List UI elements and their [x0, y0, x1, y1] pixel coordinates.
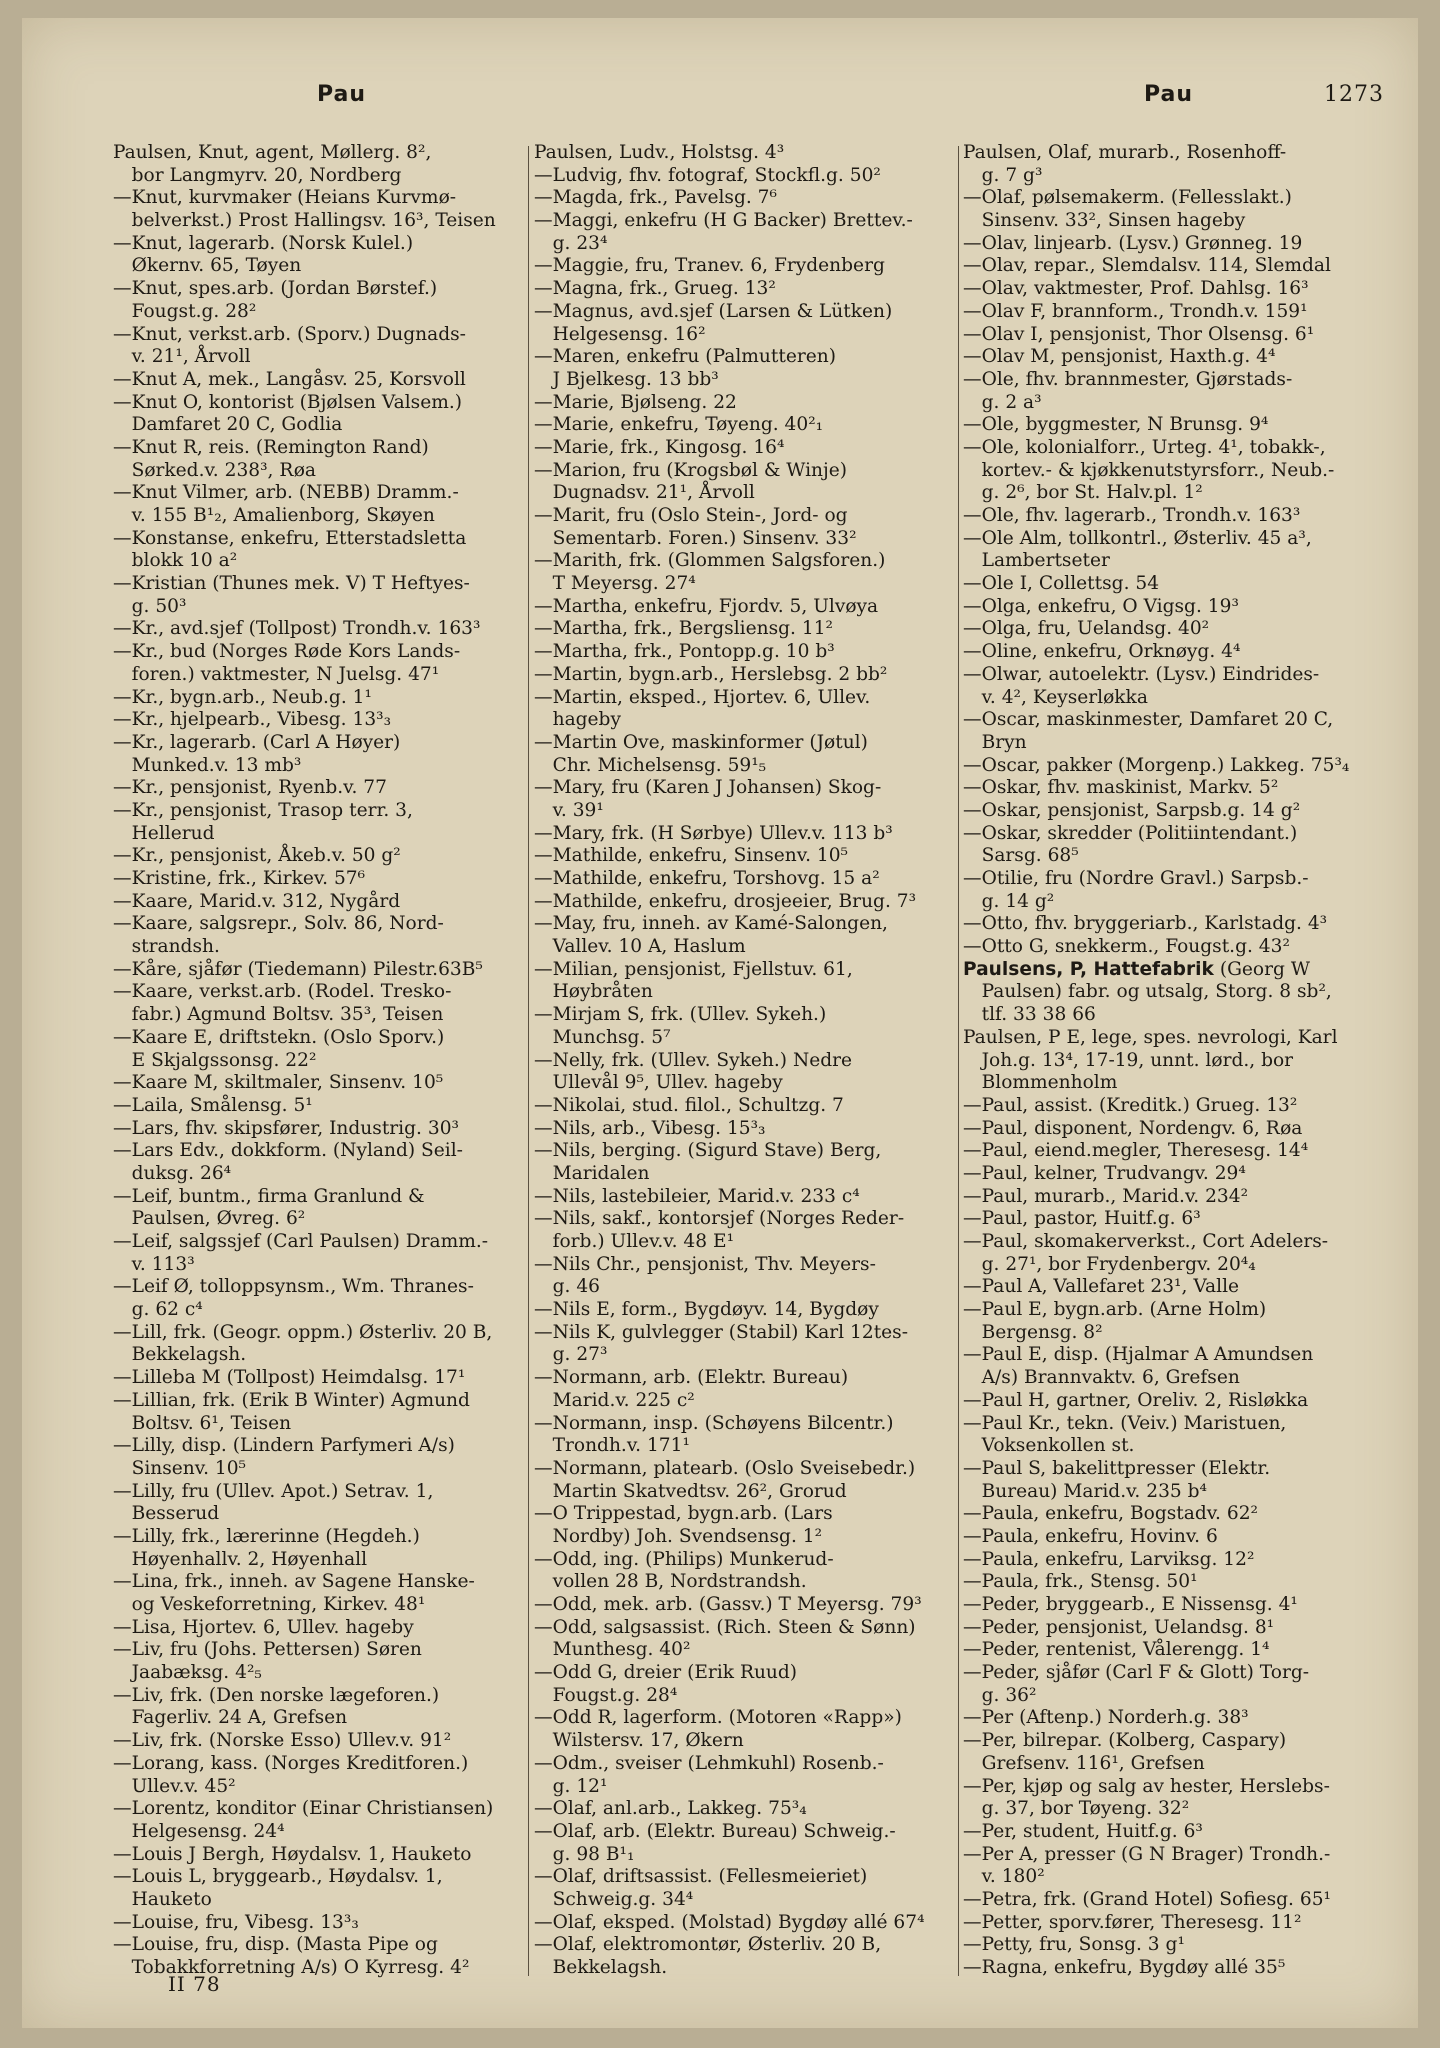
directory-entry-line: —Kr., pensjonist, Trasop terr. 3, [113, 799, 413, 821]
directory-entry-line: —Martin, bygn.arb., Herslebsg. 2 bb² [534, 663, 888, 685]
directory-entry-line: —Martha, enkefru, Fjordv. 5, Ulvøya [534, 595, 879, 617]
directory-entry-line: —Knut O, kontorist (Bjølsen Valsem.) [113, 391, 463, 413]
entry-continuation-line: Vallev. 10 A, Haslum [534, 936, 746, 958]
directory-page [22, 18, 1418, 2028]
directory-entry-line: —Kr., pensjonist, Åkeb.v. 50 g² [113, 845, 401, 867]
directory-entry-line: —Lilly, fru (Ullev. Apot.) Setrav. 1, [113, 1480, 434, 1502]
directory-entry-line: —Petra, frk. (Grand Hotel) Sofiesg. 65¹ [963, 1888, 1331, 1910]
directory-entry-line: —Per A, presser (G N Brager) Trondh.- [963, 1843, 1331, 1865]
page-number: 1273 [1324, 82, 1384, 107]
entry-continuation-line: v. 4², Keyserløkka [963, 686, 1148, 708]
entry-continuation-line: Jaabæksg. 4²₅ [113, 1662, 262, 1684]
page-footer: II 78 [168, 1972, 221, 1996]
running-header-right: Pau [1144, 82, 1194, 107]
directory-entry-line: —Marie, Bjølseng. 22 [534, 391, 737, 413]
directory-entry-line: —Olwar, autoelektr. (Lysv.) Eindrides- [963, 663, 1320, 685]
entry-continuation-line: strandsh. [113, 936, 220, 958]
entry-continuation-line: g. 98 B¹₁ [534, 1843, 635, 1865]
directory-entry-line: —Olav, linjearb. (Lysv.) Grønneg. 19 [963, 232, 1303, 254]
entry-continuation-line: foren.) vaktmester, N Juelsg. 47¹ [113, 663, 440, 685]
directory-entry-line: —Kr., lagerarb. (Carl A Høyer) [113, 731, 401, 753]
directory-entry-line: —Paul, disponent, Nordengv. 6, Røa [963, 1117, 1303, 1139]
entry-continuation-line: g. 36² [963, 1684, 1037, 1706]
directory-entry-line: —Kaare, Marid.v. 312, Nygård [113, 890, 401, 912]
directory-entry-line: —Maren, enkefru (Palmutteren) [534, 346, 836, 368]
entry-continuation-line: forb.) Ullev.v. 48 E¹ [534, 1231, 735, 1252]
directory-entry-line: —Olga, fru, Uelandsg. 40² [963, 618, 1210, 640]
directory-entry-line: —Paul Kr., tekn. (Veiv.) Maristuen, [963, 1412, 1287, 1434]
directory-entry-line: —Marie, frk., Kingosg. 16⁴ [534, 436, 785, 458]
directory-entry-line: —Magna, frk., Grueg. 13² [534, 278, 776, 300]
directory-entry-line: —Ole, kolonialforr., Urteg. 4¹, tobakk-, [963, 436, 1326, 458]
directory-entry-line: —Paul E, bygn.arb. (Arne Holm) [963, 1299, 1267, 1321]
entry-continuation-line: Paulsen) fabr. og utsalg, Storg. 8 sb², [963, 981, 1332, 1003]
directory-entry-line: —Paul, eiend.megler, Theresesg. 14⁴ [963, 1140, 1309, 1162]
directory-entry-line: —Nikolai, stud. filol., Schultzg. 7 [534, 1094, 844, 1116]
directory-entry-line: —Paula, enkefru, Larviksg. 12² [963, 1548, 1255, 1570]
entry-continuation-line: Bureau) Marid.v. 235 b⁴ [963, 1480, 1207, 1502]
directory-entry-line: —Normann, arb. (Elektr. Bureau) [534, 1367, 849, 1389]
entry-continuation-line: Munked.v. 13 mb³ [113, 754, 302, 776]
directory-entry-line: —Paul, kelner, Trudvangv. 29⁴ [963, 1162, 1246, 1184]
directory-entry-line: —Kr., pensjonist, Ryenb.v. 77 [113, 777, 387, 799]
directory-entry-line: —Normann, platearb. (Oslo Sveisebedr.) [534, 1457, 916, 1479]
directory-entry-line: —Nils, arb., Vibesg. 15³₃ [534, 1117, 766, 1139]
directory-entry-line: —Olaf, pølsemakerm. (Fellesslakt.) [963, 187, 1292, 209]
directory-entry-line: —Ole I, Collettsg. 54 [963, 573, 1160, 595]
directory-entry-line: —Mathilde, enkefru, Torshovg. 15 a² [534, 868, 880, 889]
directory-entry-line: —Martha, frk., Bergsliensg. 11² [534, 618, 833, 640]
directory-column-3 [963, 142, 1378, 1980]
entry-continuation-line: Marid.v. 225 c² [534, 1389, 695, 1411]
directory-entry-line: —Kr., bud (Norges Røde Kors Lands- [113, 641, 461, 663]
directory-entry-line: —Leif Ø, tolloppsynsm., Wm. Thranes- [113, 1276, 474, 1298]
entry-continuation-line: v. 113³ [113, 1253, 195, 1275]
directory-entry-line: —Lorang, kass. (Norges Kreditforen.) [113, 1752, 469, 1774]
directory-entry-line: —Paula, enkefru, Hovinv. 6 [963, 1525, 1218, 1547]
entry-continuation-line: v. 155 B¹₂, Amalienborg, Skøyen [113, 505, 435, 526]
directory-entry-line: —Oskar, pensjonist, Sarpsb.g. 14 g² [963, 799, 1301, 821]
directory-entry-line: —Kaare, salgsrepr., Solv. 86, Nord- [113, 913, 444, 935]
entry-continuation-line: Ullev.v. 45² [113, 1775, 236, 1797]
directory-entry-line: —Liv, fru (Johs. Pettersen) Søren [113, 1639, 422, 1661]
entry-continuation-line: Sarsg. 68⁵ [963, 845, 1079, 867]
entry-continuation-line: Chr. Michelsensg. 59¹₅ [534, 754, 767, 776]
directory-entry-line: —Lillian, frk. (Erik B Winter) Agmund [113, 1389, 470, 1411]
entry-continuation-line: Maridalen [534, 1162, 650, 1184]
column-divider [528, 146, 529, 1976]
directory-entry-line: —Nils, lastebileier, Marid.v. 233 c⁴ [534, 1185, 860, 1207]
entry-continuation-line: Boltsv. 6¹, Teisen [113, 1412, 292, 1434]
directory-entry-line: —Oline, enkefru, Orknøyg. 4⁴ [963, 641, 1241, 663]
directory-entry-line: —Leif, buntm., firma Granlund & [113, 1185, 425, 1207]
entry-continuation-line: Dugnadsv. 21¹, Årvoll [534, 482, 755, 504]
running-header-left: Pau [317, 82, 367, 107]
entry-continuation-line: bor Langmyrv. 20, Nordberg [113, 164, 402, 186]
directory-entry-line: —Paul E, disp. (Hjalmar A Amundsen [963, 1344, 1314, 1366]
directory-entry-line: —Oscar, pakker (Morgenp.) Lakkeg. 75³₄ [963, 754, 1350, 776]
directory-entry-line: —Mary, frk. (H Sørbye) Ullev.v. 113 b³ [534, 822, 893, 844]
entry-continuation-line: g. 27¹, bor Frydenbergv. 20⁴₄ [963, 1253, 1256, 1275]
entry-continuation-line: g. 23⁴ [534, 232, 608, 254]
directory-entry-line: —Olaf, elektromontør, Østerliv. 20 B, [534, 1934, 882, 1956]
directory-entry-line: —Marit, fru (Oslo Stein-, Jord- og [534, 505, 848, 526]
entry-continuation-line: T Meyersg. 27⁴ [534, 573, 696, 595]
entry-continuation-line: v. 39¹ [534, 799, 604, 821]
entry-continuation-line: Besserud [113, 1503, 220, 1525]
directory-entry-line: —Nils, berging. (Sigurd Stave) Berg, [534, 1140, 882, 1162]
entry-continuation-line: v. 180² [963, 1866, 1045, 1888]
directory-entry-line: —Oskar, skredder (Politiintendant.) [963, 822, 1298, 844]
directory-entry-line: —Lilleba M (Tollpost) Heimdalsg. 17¹ [113, 1367, 466, 1389]
entry-continuation-line: Hauketo [113, 1888, 212, 1910]
directory-entry-line: Paulsen, Olaf, murarb., Rosenhoff- [963, 142, 1287, 163]
directory-entry-line: —Martin, eksped., Hjortev. 6, Ullev. [534, 686, 871, 708]
entry-continuation-line: A/s) Brannvaktv. 6, Grefsen [963, 1367, 1240, 1389]
directory-entry-line: —Kaare, verkst.arb. (Rodel. Tresko- [113, 981, 452, 1003]
entry-continuation-line: Grefsenv. 116¹, Grefsen [963, 1752, 1205, 1774]
directory-entry-line: —Ole, fhv. brannmester, Gjørstads- [963, 368, 1293, 390]
entry-continuation-line: Høybråten [534, 981, 653, 1003]
directory-entry-line: —Odm., sveiser (Lehmkuhl) Rosenb.- [534, 1752, 884, 1774]
directory-entry-line: —Milian, pensjonist, Fjellstuv. 61, [534, 958, 853, 980]
entry-continuation-line: kortev.- & kjøkkenutstyrsforr., Neub.- [963, 459, 1335, 481]
directory-entry-line: —Louise, fru, Vibesg. 13³₃ [113, 1911, 359, 1933]
entry-continuation-line: vollen 28 B, Nordstrandsh. [534, 1571, 807, 1593]
directory-entry-line: —Oscar, maskinmester, Damfaret 20 C, [963, 709, 1334, 731]
directory-entry-line: —Olaf, eksped. (Molstad) Bygdøy allé 67⁴ [534, 1911, 925, 1933]
entry-continuation-line: Høyenhallv. 2, Høyenhall [113, 1548, 368, 1570]
directory-entry-line: —Lilly, frk., lærerinne (Hegdeh.) [113, 1525, 420, 1547]
directory-entry-line: —Per (Aftenp.) Norderh.g. 38³ [963, 1707, 1249, 1729]
entry-continuation-line: Sinsenv. 33², Sinsen hageby [963, 210, 1246, 232]
directory-entry-line: —Olga, enkefru, O Vigsg. 19³ [963, 595, 1239, 617]
directory-entry-line: —Peder, rentenist, Vålerengg. 1⁴ [963, 1639, 1270, 1661]
entry-continuation-line: Fougst.g. 28⁴ [534, 1684, 678, 1706]
entry-continuation-line: blokk 10 a² [113, 550, 238, 572]
directory-entry-line: —Per, student, Huitf.g. 6³ [963, 1820, 1203, 1842]
directory-entry-line: —Maggi, enkefru (H G Backer) Brettev.- [534, 210, 913, 232]
directory-entry-line: —Odd, ing. (Philips) Munkerud- [534, 1548, 834, 1570]
entry-continuation-line: Helgesensg. 24⁴ [113, 1820, 285, 1842]
directory-entry-line: —Odd R, lagerform. (Motoren «Rapp») [534, 1707, 902, 1729]
directory-entry-line: —Normann, insp. (Schøyens Bilcentr.) [534, 1412, 894, 1434]
entry-continuation-line: Damfaret 20 C, Godlia [113, 414, 343, 436]
entry-continuation-line: Sinsenv. 10⁵ [113, 1457, 247, 1479]
directory-entry-line: —Odd, salgsassist. (Rich. Steen & Sønn) [534, 1616, 916, 1638]
entry-continuation-line: belverkst.) Prost Hallingsv. 16³, Teisen [113, 210, 496, 232]
directory-entry-line: —Oskar, fhv. maskinist, Markv. 5² [963, 777, 1279, 799]
directory-entry-line: —Martin Ove, maskinformer (Jøtul) [534, 731, 868, 753]
directory-entry-line: —Ole Alm, tollkontrl., Østerliv. 45 a³, [963, 527, 1312, 549]
directory-entry-line: —Olav, repar., Slemdalsv. 114, Slemdal [963, 255, 1331, 277]
entry-continuation-line: Martin Skatvedtsv. 26², Grorud [534, 1480, 847, 1502]
directory-entry-line: —Lina, frk., inneh. av Sagene Hanske- [113, 1571, 475, 1593]
entry-continuation-line: g. 2⁶, bor St. Halv.pl. 1² [963, 482, 1203, 504]
directory-entry-line: —Kr., hjelpearb., Vibesg. 13³₃ [113, 709, 392, 731]
entry-continuation-line: tlf. 33 38 66 [963, 1004, 1096, 1026]
directory-entry-line: —Kr., bygn.arb., Neub.g. 1¹ [113, 686, 372, 708]
directory-entry-line: —Marion, fru (Krogsbøl & Winje) [534, 459, 848, 481]
directory-entry-line: —Louis J Bergh, Høydalsv. 1, Hauketo [113, 1843, 472, 1865]
directory-entry-line: —Paul, skomakerverkst., Cort Adelers- [963, 1231, 1329, 1252]
column-divider [958, 146, 959, 1976]
entry-continuation-line: Nordby) Joh. Svendsensg. 1² [534, 1525, 823, 1547]
entry-continuation-line: v. 21¹, Årvoll [113, 346, 251, 368]
directory-entry-line: —Olav I, pensjonist, Thor Olsensg. 6¹ [963, 323, 1315, 345]
directory-entry-line: —Liv, frk. (Norske Esso) Ullev.v. 91² [113, 1730, 452, 1752]
directory-entry-line: —Nelly, frk. (Ullev. Sykeh.) Nedre [534, 1049, 853, 1071]
directory-entry-line: —Ole, byggmester, N Brunsg. 9⁴ [963, 414, 1269, 436]
entry-continuation-line: g. 27³ [534, 1344, 608, 1366]
directory-entry-line: Paulsen, Ludv., Holstsg. 4³ [534, 142, 785, 163]
directory-entry-line: —Odd, mek. arb. (Gassv.) T Meyersg. 79³ [534, 1594, 922, 1615]
directory-entry-line: —Mirjam S, frk. (Ullev. Sykeh.) [534, 1004, 827, 1026]
directory-entry-line: —Kr., avd.sjef (Tollpost) Trondh.v. 163³ [113, 618, 481, 640]
directory-entry-line: —Paul, pastor, Huitf.g. 6³ [963, 1208, 1201, 1230]
directory-entry-line: —Paul, assist. (Kreditk.) Grueg. 13² [963, 1094, 1298, 1116]
directory-column-1 [113, 142, 524, 1980]
directory-entry-line: —Lars, fhv. skipsfører, Industrig. 30³ [113, 1117, 459, 1139]
directory-entry-line: —Petter, sporv.fører, Theresesg. 11² [963, 1911, 1302, 1933]
directory-entry-line: —Lill, frk. (Geogr. oppm.) Østerliv. 20 B, [113, 1321, 493, 1343]
directory-entry-line: —Ole, fhv. lagerarb., Trondh.v. 163³ [963, 505, 1301, 526]
directory-entry-line: —Per, kjøp og salg av hester, Herslebs- [963, 1775, 1330, 1797]
directory-entry-line: —Lilly, disp. (Lindern Parfymeri A/s) [113, 1435, 455, 1457]
directory-entry-line: —Kåre, sjåfør (Tiedemann) Pilestr.63B⁵ [113, 958, 483, 980]
directory-column-2 [534, 142, 959, 1980]
entry-continuation-line: Sementarb. Foren.) Sinsenv. 33² [534, 527, 857, 549]
entry-continuation-line: g. 46 [534, 1276, 600, 1298]
directory-entry-line: —Laila, Smålensg. 5¹ [113, 1094, 313, 1116]
directory-entry-line: —Lorentz, konditor (Einar Christiansen) [113, 1798, 494, 1820]
directory-entry-line: —Konstanse, enkefru, Etterstadsletta [113, 527, 467, 549]
entry-continuation-line: og Veskeforretning, Kirkev. 48¹ [113, 1594, 426, 1615]
entry-continuation-line: J Bjelkesg. 13 bb³ [534, 368, 719, 390]
directory-entry-line: —Otilie, fru (Nordre Gravl.) Sarpsb.- [963, 868, 1309, 889]
directory-entry-line: Paulsens, P, Hattefabrik (Georg W [963, 958, 1310, 980]
directory-entry-line: —O Trippestad, bygn.arb. (Lars [534, 1503, 833, 1525]
entry-continuation-line: g. 37, bor Tøyeng. 32² [963, 1798, 1190, 1820]
entry-continuation-line: Paulsen, Øvreg. 6² [113, 1208, 306, 1230]
directory-entry-line: —Olav F, brannform., Trondh.v. 159¹ [963, 300, 1308, 322]
entry-continuation-line: Joh.g. 13⁴, 17-19, unnt. lørd., bor [963, 1049, 1294, 1071]
directory-entry-line: —Louis L, bryggearb., Høydalsv. 1, [113, 1866, 443, 1888]
directory-entry-line: —Nils E, form., Bygdøyv. 14, Bygdøy [534, 1299, 879, 1321]
directory-entry-line: —Ragna, enkefru, Bygdøy allé 35⁵ [963, 1957, 1286, 1978]
entry-continuation-line: g. 7 g³ [963, 164, 1043, 186]
directory-entry-line: —Lisa, Hjortev. 6, Ullev. hageby [113, 1616, 414, 1638]
directory-entry-line: —Knut R, reis. (Remington Rand) [113, 436, 429, 458]
entry-continuation-line: Bekkelagsh. [113, 1344, 247, 1366]
directory-entry-line: —Marie, enkefru, Tøyeng. 40²₁ [534, 414, 824, 436]
directory-entry-line: —Mary, fru (Karen J Johansen) Skog- [534, 777, 882, 799]
directory-entry-line: —Mathilde, enkefru, Sinsenv. 10⁵ [534, 845, 849, 867]
directory-entry-line: —Peder, bryggearb., E Nissensg. 4¹ [963, 1594, 1298, 1615]
entry-continuation-line: Schweig.g. 34⁴ [534, 1888, 694, 1910]
entry-continuation-line: Voksenkollen st. [963, 1435, 1135, 1457]
directory-entry-line: —Kaare M, skiltmaler, Sinsenv. 10⁵ [113, 1072, 444, 1094]
directory-entry-line: —Kristian (Thunes mek. V) T Heftyes- [113, 573, 470, 595]
entry-continuation-line: Hellerud [113, 822, 215, 844]
entry-continuation-line: Ullevål 9⁵, Ullev. hageby [534, 1072, 783, 1094]
entry-continuation-line: Munthesg. 40² [534, 1639, 691, 1661]
directory-entry-line: —Paul H, gartner, Oreliv. 2, Risløkka [963, 1389, 1309, 1411]
directory-entry-line: —Knut, lagerarb. (Norsk Kulel.) [113, 232, 414, 254]
directory-entry-line: —Knut, spes.arb. (Jordan Børstef.) [113, 278, 438, 300]
entry-continuation-line: Bergensg. 8² [963, 1321, 1103, 1343]
entry-continuation-line: Wilstersv. 17, Økern [534, 1730, 744, 1752]
entry-continuation-line: Munchsg. 5⁷ [534, 1026, 671, 1048]
entry-continuation-line: E Skjalgssonsg. 22² [113, 1049, 317, 1071]
entry-continuation-line: Økernv. 65, Tøyen [113, 255, 302, 277]
directory-entry-line: —Magda, frk., Pavelsg. 7⁶ [534, 187, 777, 209]
directory-entry-line: —Paul A, Vallefaret 23¹, Valle [963, 1276, 1240, 1298]
directory-entry-line: —Petty, fru, Sonsg. 3 g¹ [963, 1934, 1185, 1956]
entry-continuation-line: fabr.) Agmund Boltsv. 35³, Teisen [113, 1004, 444, 1026]
directory-entry-line: —Lars Edv., dokkform. (Nyland) Seil- [113, 1140, 463, 1162]
entry-continuation-line: g. 62 c⁴ [113, 1299, 203, 1321]
directory-entry-line: —Mathilde, enkefru, drosjeeier, Brug. 7³ [534, 890, 917, 912]
directory-entry-line: —Nils, sakf., kontorsjef (Norges Reder- [534, 1208, 905, 1230]
directory-entry-line: —Paula, frk., Stensg. 50¹ [963, 1571, 1198, 1593]
entry-continuation-line: duksg. 26⁴ [113, 1162, 232, 1184]
directory-entry-line: —Nils Chr., pensjonist, Thv. Meyers- [534, 1253, 876, 1275]
directory-entry-line: —Kaare E, driftstekn. (Oslo Sporv.) [113, 1026, 445, 1048]
entry-continuation-line: g. 14 g² [963, 890, 1055, 912]
entry-continuation-line: Helgesensg. 16² [534, 323, 706, 345]
directory-entry-line: —Louise, fru, disp. (Masta Pipe og [113, 1934, 438, 1956]
entry-continuation-line: g. 2 a³ [963, 391, 1042, 413]
directory-entry-line: Paulsen, Knut, agent, Møllerg. 8², [113, 142, 432, 163]
directory-entry-line: —Odd G, dreier (Erik Ruud) [534, 1662, 798, 1684]
directory-entry-line: —Ludvig, fhv. fotograf, Stockfl.g. 50² [534, 164, 881, 186]
entry-continuation-line: Bekkelagsh. [534, 1957, 668, 1978]
entry-continuation-line: Tobakkforretning A/s) O Kyrresg. 4² [113, 1957, 470, 1978]
directory-entry-line: —Nils K, gulvlegger (Stabil) Karl 12tes- [534, 1321, 908, 1343]
entry-continuation-line: Lambertseter [963, 550, 1110, 572]
directory-entry-line: —Otto G, snekkerm., Fougst.g. 43² [963, 936, 1290, 958]
directory-entry-line: —Peder, pensjonist, Uelandsg. 8¹ [963, 1616, 1275, 1638]
directory-entry-line: —Maggie, fru, Tranev. 6, Frydenberg [534, 255, 885, 277]
directory-entry-line: —Liv, frk. (Den norske lægeforen.) [113, 1684, 440, 1706]
entry-continuation-line: Bryn [963, 731, 1027, 753]
directory-entry-line: —Paula, enkefru, Bogstadv. 62² [963, 1503, 1258, 1525]
directory-entry-line: —Marith, frk. (Glommen Salgsforen.) [534, 550, 886, 572]
entry-continuation-line: g. 50³ [113, 595, 187, 617]
directory-entry-line: —May, fru, inneh. av Kamé-Salongen, [534, 913, 888, 935]
directory-entry-line: —Knut A, mek., Langåsv. 25, Korsvoll [113, 368, 466, 390]
directory-entry-line: —Paul S, bakelittpresser (Elektr. [963, 1457, 1271, 1479]
directory-entry-line: —Peder, sjåfør (Carl F & Glott) Torg- [963, 1662, 1310, 1684]
directory-entry-line: —Leif, salgssjef (Carl Paulsen) Dramm.- [113, 1231, 489, 1252]
directory-entry-line: —Olav, vaktmester, Prof. Dahlsg. 16³ [963, 278, 1309, 300]
directory-entry-line: —Paul, murarb., Marid.v. 234² [963, 1185, 1249, 1207]
directory-entry-line: Paulsen, P E, lege, spes. nevrologi, Karl [963, 1026, 1338, 1048]
directory-entry-line: —Knut Vilmer, arb. (NEBB) Dramm.- [113, 482, 459, 504]
directory-entry-line: —Kristine, frk., Kirkev. 57⁶ [113, 868, 366, 889]
entry-continuation-line: g. 12¹ [534, 1775, 608, 1797]
entry-continuation-line: Blommenholm [963, 1072, 1118, 1094]
entry-continuation-line: Trondh.v. 171¹ [534, 1435, 690, 1457]
directory-entry-line: —Olav M, pensjonist, Haxth.g. 4⁴ [963, 346, 1276, 368]
directory-entry-line: —Olaf, anl.arb., Lakkeg. 75³₄ [534, 1798, 807, 1820]
directory-entry-line: —Olaf, arb. (Elektr. Bureau) Schweig.- [534, 1820, 896, 1842]
entry-continuation-line: Sørked.v. 238³, Røa [113, 459, 317, 481]
directory-entry-line: —Knut, verkst.arb. (Sporv.) Dugnads- [113, 323, 466, 345]
entry-continuation-line: Fougst.g. 28² [113, 300, 257, 322]
directory-entry-line: —Per, bilrepar. (Kolberg, Caspary) [963, 1730, 1287, 1752]
directory-entry-line: —Otto, fhv. bryggeriarb., Karlstadg. 4³ [963, 913, 1328, 935]
entry-continuation-line: Fagerliv. 24 A, Grefsen [113, 1707, 348, 1729]
directory-entry-line: —Knut, kurvmaker (Heians Kurvmø- [113, 187, 457, 209]
directory-entry-line: —Olaf, driftsassist. (Fellesmeieriet) [534, 1866, 868, 1888]
directory-entry-line: —Martha, frk., Pontopp.g. 10 b³ [534, 641, 835, 663]
directory-entry-line: —Magnus, avd.sjef (Larsen & Lütken) [534, 300, 893, 322]
entry-continuation-line: hageby [534, 709, 621, 731]
